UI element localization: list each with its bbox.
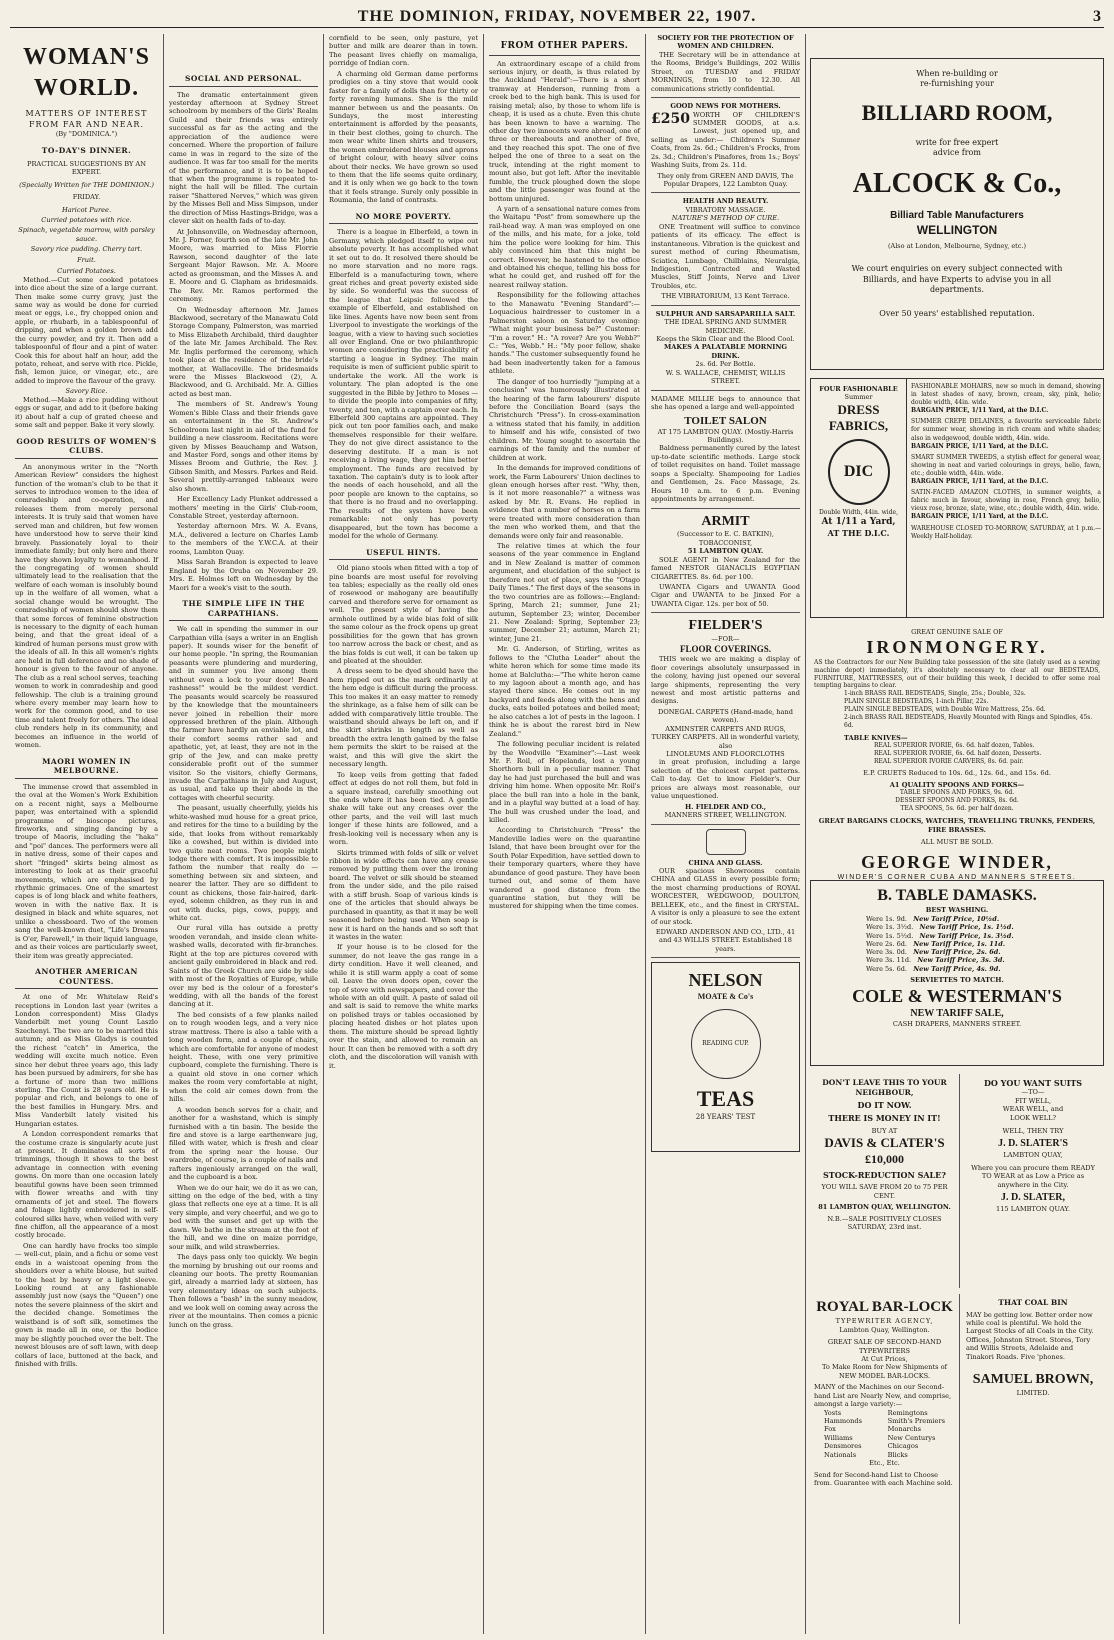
china-title: CHINA AND GLASS.: [688, 858, 763, 867]
millie-text: MADAME MILLIE begs to announce that she has opened a large and well-appointed: [651, 394, 800, 412]
dic-ad: [810, 378, 1104, 618]
iron-spoon-items: [814, 789, 1100, 813]
good-news-text: WORTH OF CHILDREN'S SUMMER GOODS, at a.s. Lowest, just opened up, and selling as under:— Children's Summer Coats, from 2s. 6d.; Children's Frocks, from 2s. 3d.; Children's Pinafores, from 1s.; Boys' Washing Suits, from 2s. 11d.: [651, 110, 800, 170]
billiard-ad: [810, 58, 1104, 370]
iron-items: [814, 690, 1100, 730]
no-poverty-text: There is a league in Elberfeld, a town in Germany, which pledged itself to wipe out absolute poverty. It has accomplished what it set out to do. It resolved there should be no more starvation and no more rags. Elberfeld is a manufacturing town, where great riches and great poverty existed side by side. So wonderful was the success of the league that Leipsic followed the example of Elberfeld, and established on like lines. Agents have now been sent from Liverpool to investigate the workings of the league, with a view to having such societies all over England. One or two philanthropic women are considering the practicability of starting a league in Sydney. The main requisite is men of sufficient public spirit to undertake the work. All the work is voluntary. The plan adopted is the one suggested in the Bible by Jethro to Moses — to divide the people into companies of fifty, twenty, and ten, with a captain over each. In Elberfeld 300 captains are appointed. They pick out ten poor families each, and make themselves responsible for their welfare. They do not give direct assistance to the deserving destitute. If a man is not receiving a living wage, they get him better employment. The funds are received by taxation. The captain's duty is to look after the needs of each household, and all the poor people are known to the captains, so that there is no fraud and no overlapping. The results of the system have been remarkable: not only has poverty disappeared, but the town has become a model for the whole of Germany.: [329, 228, 478, 541]
barlock-machines: [814, 1409, 955, 1460]
old-price: Were 3s. 0d.: [866, 948, 907, 957]
trophy-cup-icon: [691, 1009, 761, 1079]
carpathians-heading: THE SIMPLE LIFE IN THE CARPATHIANS.: [169, 599, 318, 621]
masthead-title: THE DOMINION, FRIDAY, NOVEMBER 22, 1907.: [357, 8, 757, 25]
armit-text-2: UWANTA Cigars and UWANTA Good Cigar and UWANTA to be Jinxed For a UWANTA Cigar. 12s. per box of 50.: [651, 583, 800, 608]
nelson-mid: MOATE & Co's: [697, 992, 754, 1002]
carpathians-text-5: A wooden bench serves for a chair, and another for a washstand, which is simply furnished with a tin basin. The beside the fire and stove is a large earthenware jug, filled with water, which is fresh and clear from the spring near the house. Our wardrobe, of course, is a couple of nails and rafters ingeniously arranged on the wall, and the cupboard is a box.: [169, 1105, 318, 1182]
recipe2-text: Method.—Make a rice pudding without eggs or sugar, and add to it (before baking it) about half a cup of grated cheese and some salt and pepper. Bake it very slowly.: [15, 395, 158, 430]
other-papers-text-2: A yarn of a sensational nature comes from the Waitapu "Post" from somewhere up the rail-head way. A man was employed on one of the mills, and his mate, for a joke, told him the police were looking for him. This ably convinced him that this might be correct. However, he hastened to the office and obtained his cheque, telling his boss for what he could get, and rushed off for the nearest railway station.: [489, 204, 640, 289]
sulphur-title: SULPHUR AND SARSAPARILLA SALT.: [655, 309, 796, 318]
column-2: [164, 34, 324, 1634]
nelson-top: NELSON: [688, 970, 763, 991]
clubs-text: An anonymous writer in the "North American Review" considers the highest function of the woman's club to be that it serves to introduce women to the idea of comradeship and co-operation, and releases them from merely personal interests. It is truly said that women have served man and children, but few women have understood how to serve their kind bravely. Passionately loyal to their immediate family; but only here and there have they shown loyalty to womanhood. If the congregating of women should ultimately lead to the realisation that the welfare of each woman is insolubly bound up in the welfare of all women, what a social change would be wrought. The comradeship of women should show them that some forces of feminine obstruction is necessary to the dignity of each human being, and that the great ideal of a kindred of human persons must grow with the ideals of all. In this all women's rights are held in full deference and no shade of honour is given to the favour of anyone. The club as a real school serves, teaching women to work in comradeship and good fellowship. The club is a training ground where every member may learn how to work for the common good, and to use time and talent freely for others. The ideal club renders help in its community, and becomes an influence in the world of women.: [15, 462, 158, 750]
iron-item: PLAIN SINGLE BEDSTEADS, with Double Wire Mattress, 25s. 6d.: [844, 706, 1046, 714]
iron-cruets: E.P. CRUETS Reduced to 10s. 6d., 12s. 6d., and 15s. 6d.: [863, 769, 1051, 778]
barlock-ad: [810, 1294, 960, 1624]
machine: Remingtons: [887, 1408, 928, 1417]
davis-line2: DO IT NOW.: [857, 1100, 912, 1111]
davis-line3: THERE IS MONEY IN IT!: [828, 1113, 941, 1124]
barlock-text-2: MANY of the Machines on our Second-hand List are Nearly New, and comprise, amongst a large variety:—: [814, 1383, 952, 1409]
other-papers-text-8: The following peculiar incident is related by the Woodville "Examiner":—Last week Mr. F. Roil, of Hopelands, lost a young Shorthorn bull in a peculiar manner. That day he had just purchased the bull and was driving him home. When opposite Mr. Roil's place the bull ran into a hole in the bank, and in a playful way butted at a load of hay. The bull was crushed under the load, and killed.: [489, 740, 640, 825]
dic-item: SUMMER CREPE DELAINES, a favourite serviceable fabric for summer wear, showing in rich cream and white shades; also in wedgewood, double width, 44in. wide.: [911, 418, 1101, 442]
barlock-text: To Make Room for New Shipments of NEW MODEL BAR-LOCKS.: [822, 1363, 947, 1380]
nelson-bottom: TEAS: [696, 1085, 755, 1111]
billiard-sub: Billiard Table Manufacturers: [890, 209, 1024, 221]
machine: Densmores: [824, 1442, 862, 1451]
other-papers-text-3: Responsibility for the following attaches to the Manawatu "Evening Standard":—Loquacious hairdresser to customer in a Palmerston saloon on Saturday evening: "What might your business be?" Customer: "I'm a rover." H.: "A rover? Are you Webb?" C.: "Yes, Webb." H.: "My poor fellow, shake hands." The customer subsequently found he had been inadvertently taken for a famous athlete.: [489, 291, 640, 376]
damasks-address: CASH DRAPERS, MANNERS STREET.: [892, 1020, 1022, 1029]
slater-line: FIT WELL,: [1014, 1096, 1052, 1105]
other-papers-text-5: In the demands for improved conditions of work, the Farm Labourers' Union declines to glean enough horses after rest. "Why, then, is it not more reasonable?" a witness was asked by Mr. R. Evans. He replied in evidence that a number of horses on a farm were treated with more consideration than the men who worked them, and that the demands were only fair and reasonable.: [489, 464, 640, 540]
sulphur-text: Keeps the Skin Clear and the Blood Cool.: [656, 335, 795, 343]
good-news-title: GOOD NEWS FOR MOTHERS.: [670, 102, 781, 111]
armit-title: ARMIT: [701, 513, 750, 529]
machine: Hammonds: [824, 1417, 863, 1425]
other-papers-heading: FROM OTHER PAPERS.: [489, 41, 640, 56]
social-text-7: Miss Sarah Brandon is expected to leave England by the Oruba on November 29. Mrs. E. Holmes left on Wednesday by the Maori for a week's visit to the south.: [169, 558, 318, 592]
society-text: THE Secretary will be in attendance at the Rooms, Bridge's Buildings, 202 Willis Street, on TUESDAY and FRIDAY MORNINGS, from 10 to 12.30. All communications strictly confidential.: [651, 50, 800, 93]
womans-world-title: WOMAN'S WORLD.: [23, 44, 150, 101]
iron-item: 1-inch BRASS RAIL BEDSTEADS, Single, 25s.; Double, 32s.: [844, 690, 1026, 698]
machines-right: [888, 1409, 945, 1460]
damasks-ad: [810, 880, 1104, 1066]
fielder-title: FIELDER'S: [688, 618, 763, 634]
slater-line: —TO—: [1021, 1088, 1045, 1097]
dic-left-title: FOUR FASHIONABLE: [819, 385, 898, 393]
damasks-title: B. TABLE DAMASKS.: [877, 887, 1037, 904]
davis-line1: DON'T LEAVE THIS TO YOUR NEIGHBOUR,: [822, 1078, 947, 1097]
damask-row: [866, 956, 1098, 964]
billiard-title: BILLIARD ROOM,: [861, 100, 1053, 126]
column-3: [324, 34, 484, 1634]
health-text: ONE Treatment will suffice to convince patients of its efficacy. The effect is instantaneous. Vibration is the quickest and surest method of curing Rheumatism, Sciatica, Lumbago, Chilblains, Neuralgia, Indigestion, Contracted and Wasted Muscles, Stiff Joints, Nerve and Liver Troubles, etc.: [651, 222, 800, 290]
iron-knife: REAL SUPERIOR IVORIE CARVERS, 8s. 6d. pair.: [874, 758, 1024, 766]
iron-knives: TABLE KNIVES—: [844, 733, 908, 742]
american-text-3: One can hardly have frocks too simple — well-cut, plain, and a fichu or some vest ends in a waistcoat opening from the shoulders over a white blouse, but suited to the heat by heavy or a light sleeve. Looking round at any fashionable assembly just now (says the "Queen") one notes the severe plainness of the skirt and the decided change. Sometimes the waistband is of soft silk, sometimes the gown is made all in one, or the bodice may be slightly pouched over the belt. The newest blouses are of soft lawn, with deep collars of lace, buttoned at the back, and finished with frills.: [15, 1241, 158, 1368]
damask-row: [866, 940, 1098, 948]
recipe2-title: Savory Rice.: [65, 387, 108, 396]
sulphur-slogan: MAKES A PALATABLE MORNING DRINK.: [663, 343, 788, 360]
iron-spoon: TEA SPOONS, 5s. 6d. per half dozen.: [900, 805, 1014, 813]
dic-left-big: DRESS FABRICS,: [828, 401, 889, 434]
other-papers-text-7: Mr. G. Anderson, of Stirling, writes as follows to the "Clutha Leader" about the white heron which for some time made its home at Balclutha:—"The white heron came to my lagoon about a month ago, and has stayed there since. He comes out in my backyard and feeds along with the hens and ducks, eats boiled potatoes and boiled meat; he also catches a lot of pests in the lagoon. I think he is about the rarest bird in New Zealand.": [489, 645, 640, 738]
old-price: Were 5s. 6d.: [866, 964, 907, 973]
sulphur-sub: THE IDEAL SPRING AND SUMMER MEDICINE.: [664, 318, 787, 335]
barlock-footer: Send for Second-hand List to Choose from. Guarantee with each Machine sold.: [814, 1470, 953, 1488]
machine: Smith's Premiers: [887, 1417, 945, 1425]
damask-row: [866, 932, 1098, 940]
machine: Chicagos: [887, 1442, 919, 1451]
coal-ad: [962, 1294, 1104, 1624]
damasks-sub: BEST WASHING.: [925, 906, 989, 915]
dic-item-price: BARGAIN PRICE, 1/11 Yard, at the D.I.C.: [911, 478, 1049, 486]
billiard-line2: re-furnishing your: [920, 79, 994, 89]
divider: [651, 824, 800, 825]
middle-intro: cornfield to be seen, only pasture, yet butter and milk are dearer than in town. The peasant lives chiefly on mamaliga, porridge of Indian corn.: [329, 34, 478, 68]
billiard-branches: (Also at London, Melbourne, Sydney, etc.): [887, 242, 1027, 251]
barlock-title: ROYAL BAR-LOCK: [816, 1299, 953, 1315]
social-text-4: The members of St. Andrew's Young Women's Bible Class and their friends gave an entertainment in the St. Andrew's Schoolroom last night in aid of the fund for building a new classroom. Recitations were given by Misses Beauchamp and Watson, and Master Ford, songs and other items by Misses Broom and Guthrie, the Rev. J. Gibson Smith, and Messrs. Parkes and Reid. Several prettily-arranged tableaux were also shown.: [169, 400, 318, 493]
old-price: Were 3s. 11d.: [866, 956, 912, 965]
coal-text: MAY be getting low. Better order now while coal is plentiful. We hold the Largest Stocks of all Coals in the City. Offices, Johnston Street. Stores, Tory and Willis Streets, Adelaide and Tinakori Roads. Five 'phones.: [966, 1310, 1094, 1361]
carpathians-text-6: When we do our hair, we do it as we can, sitting on the edge of the bed, with a tiny glass that reflects one eye at a time. It is all very simple, and very cheerful, and we go to bed with the sunset and get up with the dawn. We bathe in the stream at the foot of the hill, and we dine on maize porridge, sour milk, and wild strawberries.: [169, 1183, 318, 1251]
barlock-address: Lambton Quay, Wellington.: [839, 1325, 930, 1334]
iron-spoons: A1 QUALITY SPOONS AND FORKS—: [889, 780, 1025, 789]
machine: Monarchs: [887, 1425, 922, 1434]
dic-item: WAREHOUSE CLOSED TO-MORROW, SATURDAY, at 1 p.m.—Weekly Half-holiday.: [911, 524, 1101, 540]
fielder-text-2: in great profusion, including a large selection of the choicest carpet patterns. Call to-day. Get to know Fielder's. Our prices are always most reasonable, our value unquestioned.: [651, 758, 800, 801]
millie-address: AT 175 LAMBTON QUAY. (Mostly-Harris Buildings).: [657, 427, 794, 445]
china-cup-icon: [706, 829, 746, 855]
china-text: OUR spacious Showrooms contain CHINA and GLASS in every possible form; the most charming productions of ROYAL WORCESTER, WEDGWOOD, DOULTON, BELLEEK, etc., and the finest in CRYSTAL. A visitor is only a pleasure to see the extent of our stock.: [651, 866, 800, 926]
social-text-2: At Johnsonville, on Wednesday afternoon, Mr. J. Forner, fourth son of the late Mr. John Moore, was married to Miss Florrie Rawson, second daughter of the late Sergeant Major Rawson. Mr. A. Moore acted as groomsman, and the Misses A. and E. Moore and G. Clapham as bridesmaids. The Rev. Mr. Ramos performed the ceremony.: [169, 227, 318, 304]
billiard-footer: Over 50 years' established reputation.: [879, 309, 1035, 319]
new-price: New Tariff Price, 3s. 3d.: [917, 956, 1005, 965]
middle-text: A charming old German dame performs prodigies on a tiny stove that would cook faster for a family of dolls than for thirty or forty ravening humans. She is the mild manner between us and the peasants. On Sundays, the most interesting entertainment is afforded by the peasants, in their best clothes, going to church. The men wear white linen shirts and trousers, the women embroidered blouses and aprons of bright colour, with heavy silver coins about their necks. We have grown so used to them that the life seems quite ordinary, and it is only when we go back to the town that it feels strange. Surely only possible in Roumania, the land of contrasts.: [329, 69, 478, 205]
dic-price: At 1/11 a Yard,: [821, 516, 896, 527]
american-text-2: A London correspondent remarks that the costume craze is singularly acute just at present. It dominates all sorts of trimmings, though it shows to the best advantage in connection with evening gowns. On more than one occasion lately beautiful gowns have been seen trimmed with flower wreaths and with tiny ornaments of jet and steel. The flowers and foliage lightly embroidered in self-coloured silks have, when veiled with very fine chiffon, all the appearance of a most costly brocade.: [15, 1130, 158, 1240]
slater-title: DO YOU WANT SUITS: [983, 1078, 1083, 1088]
society-title: SOCIETY FOR THE PROTECTION OF WOMEN AND CHILDREN.: [657, 34, 794, 51]
maori-text: The immense crowd that assembled in the oval at the Women's Work Exhibition on a recent night, says a Melbourne paper, was entertained with a splendid programme of bioscope pictures, fireworks, and singing dancing by a troupe of Maoris, including the "haka" and "poi" dances. The performers were all in native dress, some of their capes and short "fringed" skirts being almost as interesting to look at as their graceful movements, which are emphasised by rhythmic grimaces. One of the smartest capes is of long black and white feathers, woven in with the native flax. It is designed in black and white squares, not unlike a chessboard. Two of the women sang the well-known duet, "Life's Dreams is O'er, Farewell," in their liquid language, and as their voices are particularly sweet, their item was greatly appreciated.: [15, 782, 158, 960]
billiard-line1: When re-building or: [916, 69, 998, 78]
iron-knife: REAL SUPERIOR IVORIE, 6s. 6d. half dozen, Desserts.: [874, 750, 1042, 758]
fielder-item: LINOLEUMS AND FLOORCLOTHS: [666, 750, 785, 759]
nelson-years: 28 YEARS' TEST: [695, 1112, 756, 1121]
womans-world-subtitle: MATTERS OF INTEREST FROM FAR AND NEAR.: [25, 109, 148, 129]
machine: Nationals: [824, 1450, 857, 1459]
dic-left-sub: Summer: [844, 393, 873, 402]
machine: Williams: [824, 1433, 853, 1442]
page-number: 3: [1093, 8, 1102, 25]
armit-address: 51 LAMBTON QUAY.: [687, 547, 764, 556]
useful-text-2: A dress seem to be dyed should have the hem ripped out as the mark ordinarily at the hem edge is difficult during the process. This too makes it an easy matter to remedy the shrinkage, as a false hem of silk can be added with comparatively little trouble. The waistband should always be left on, and if the skirt shrinks in length as well as breadth the extra length gained by the false hem permits the skirt to be raised at the waist, and this will give the skirt the necessary length.: [329, 667, 478, 769]
coal-title: THAT COAL BIN: [998, 1298, 1068, 1307]
social-text: The dramatic entertainment given yesterday afternoon at Sydney Street schoolroom by members of the Girls' Realm Guild and their friends was entirely successful as far as the acting and the appreciation of the audience were concerned. Where the proportion of failure came in was in regard to the size of the audience. It was far too small for the merits of the performance, and it is to be hoped that when the programme is repeated to-night the hall will be filled. The curtain raiser "Shattered Nerves," which was given by the Misses Bell and Miss Simpson, under the direction of Miss Hastings-Bridge, was a clever skit on health fads of to-day.: [169, 90, 318, 226]
useful-text-4: Skirts trimmed with folds of silk or velvet ribbon in wide effects can have any crease removed by putting them over the ironing board. The velvet or silk should be steamed from the under side, and the pile raised with a stiff brush. Soap of various kinds is one of the articles that should always be purchased in quantity, as that it may be well seasoned before being used. When soap is new it is hard on the hands and so soft that it wastes in the water.: [329, 848, 478, 941]
iron-title: IRONMONGERY.: [866, 637, 1048, 658]
good-news-footer: They only from GREEN AND DAVIS, The Popular Drapers, 122 Lambton Quay.: [657, 171, 794, 188]
davis-ad: [810, 1074, 960, 1288]
davis-note: N.B.—SALE POSITIVELY CLOSES SATURDAY, 23rd inst.: [827, 1214, 942, 1232]
dinner-menu: [15, 206, 158, 265]
other-papers-text: An extraordinary escape of a child from serious injury, or death, is thus related by the Auckland "Herald":—There is a short tramway at Henderson, running from a creek bed to the high bank. This is used for raising metal; also, by those to whom life is cheap, it is used as a chute. Even this chute has been known to have a warning. The other day two innocents were abroad, one of three or thereabouts and another of five, and they reached this spot. The one of five helped the one of three to a seat on the truck, intending at the right moment to mount also, but got left. After the inevitable fumble, the truck ploughed down the slope and the little passenger was found at the bottom uninjured.: [489, 59, 640, 203]
davis-save: YOU WILL SAVE FROM 20 to 75 PER CENT.: [821, 1183, 948, 1200]
ironmongery-ad: [810, 624, 1104, 881]
damasks-sale: NEW TARIFF SALE,: [910, 1007, 1004, 1019]
fielder-address: MANNERS STREET, WELLINGTON.: [664, 811, 787, 820]
machine: New Centurys: [887, 1433, 936, 1442]
menu-item: Savory rice pudding. Cherry tart.: [30, 245, 143, 254]
damask-row: [866, 923, 1098, 931]
dic-left-panel: [811, 379, 907, 617]
davis-buy: BUY AT: [871, 1126, 898, 1135]
health-title: HEALTH AND BEAUTY.: [682, 197, 769, 206]
iron-sold: ALL MUST BE SOLD.: [920, 838, 994, 847]
carpathians-text-7: The days pass only too quickly. We begin the morning by brushing out our rooms and cleaning our boots. The pretty Roumanian girl, already a married lady at sixteen, has very elementary ideas on such subjects. Then follows a "bash" in the sunny meadow, and we look well on coming away across the river at the mountains. Then comes a picnic lunch on the grass.: [169, 1253, 318, 1329]
damask-row: [866, 965, 1098, 973]
menu-item: Curried potatoes with rice.: [41, 216, 132, 224]
barlock-at: At Cut Prices,: [861, 1354, 908, 1363]
iron-knife: REAL SUPERIOR IVORIE, 6s. 6d. half dozen, Tables.: [874, 741, 1035, 749]
useful-hints-heading: USEFUL HINTS.: [329, 548, 478, 561]
no-poverty-heading: NO MORE POVERTY.: [329, 212, 478, 225]
damasks-name: COLE & WESTERMAN'S: [852, 985, 1062, 1006]
fielder-item: DONEGAL CARPETS (Hand-made, hand woven).: [658, 707, 793, 725]
slater-address-2: 115 LAMBTON QUAY.: [996, 1204, 1070, 1213]
divider: [651, 390, 800, 391]
dic-item: FASHIONABLE MOHAIRS, new so much in demand, showing in latest shades of navy, brown, cream, sky, pink, helio; double width, 44in. wide.: [911, 383, 1101, 407]
barlock-sale: GREAT SALE OF SECOND-HAND TYPEWRITERS: [827, 1338, 942, 1355]
new-price: New Tariff Price, 4s. 9d.: [913, 964, 1001, 973]
dic-width: Double Width, 44in. wide,: [818, 508, 898, 516]
machine: Fox: [824, 1425, 836, 1434]
billiard-city: WELLINGTON: [916, 222, 998, 237]
fielder-for: —FOR—: [711, 635, 740, 644]
dic-logo-text: DIC: [843, 462, 874, 480]
social-text-5: Her Excellency Lady Plunket addressed a mothers' meeting in the Girls' Club-room, Constable Street, yesterday afternoon.: [169, 495, 318, 521]
other-papers-text-4: The danger of too hurriedly "jumping at a conclusion" was humorously illustrated at the hearing of the farm labourers' dispute before the Conciliation Board (says the Christchurch "Press"). In cross-examination a witness stated that his family, in addition to himself and his wife, consisted of two children. Mr. Young sought to ascertain the earnings of the family and the number of children at work.: [489, 377, 640, 462]
slater-ad: [962, 1074, 1104, 1288]
divider: [651, 508, 800, 509]
barlock-sub: TYPEWRITER AGENCY,: [835, 1317, 934, 1326]
dic-items: [911, 383, 1101, 541]
davis-amount: £10,000: [865, 1151, 904, 1166]
other-papers-text-9: According to Christchurch "Press" the Mandeville ladies were on the quarantine Island, that have been brought over for the South Polar Expedition, have settled down to their temporary quarters, where they have abundance of good pasture. They have been turned out, and some of them have wandered a good distance from the quarantine station, but they will be mustered for shipping when the time comes.: [489, 826, 640, 911]
slater-then: WELL, THEN TRY: [1002, 1126, 1064, 1135]
new-price: New Tariff Price, 1s. 1½d.: [919, 923, 1014, 932]
health-sub: VIBRATORY MASSAGE.: [685, 205, 766, 214]
iron-knife-items: [814, 742, 1100, 766]
divider: [651, 97, 800, 98]
clubs-heading: GOOD RESULTS OF WOMEN'S CLUBS.: [15, 437, 158, 459]
column-1: [10, 34, 164, 1634]
dic-item: SATIN-FACED AMAZON CLOTHS, in summer weights, a fabric much in favour, showing in rose, French grey, helio, vieux rose, bronze, slate, wine, etc.; double width, 44in. wide.: [911, 489, 1101, 513]
old-price: Were 1s. 3½d.: [866, 923, 914, 932]
iron-item: PLAIN SINGLE BEDSTEADS, 1-inch Pillar, 22s.: [844, 698, 989, 706]
social-text-6: Yesterday afternoon Mrs. W. A. Evans, M.A., delivered a lecture on Charles Lamb to the members of the Y.W.C.A. at their rooms, Lambton Quay.: [169, 522, 318, 556]
machine: Yosts: [824, 1408, 842, 1417]
social-heading: SOCIAL AND PERSONAL.: [169, 74, 318, 87]
new-price: New Tariff Price, 1s. 11d.: [913, 939, 1006, 948]
carpathians-text-3: Our rural villa has outside a pretty wooden verandah, and inside clean white-washed walls, decorated with fir-branches. Right at the top are pictures covered with ancient gaily embroidered in black and red. Saints of the Greek Church are side by side with most of the Royalties of Europe, while over my bed is the colour of a forester's wedding, with all the bands of the forest dancing at it.: [169, 924, 318, 1009]
american-text: At one of Mr. Whitelaw Reid's receptions in London last year (writes a London correspondent) Miss Gladys Vanderbilt met young Count Laszlo Szechenyi. The two are to be married this autumn; and as Miss Gladys is counted the richest "catch" in America, the wedding will excite much notice. Even since her debut three years ago, this lady has been pursued by admirers, for she has a fortune of more than two millions sterling. The Count is 28 years old. He is popular and rich, and belongs to one of the best families in Hungary. Mrs. and Miss Vanderbilt lately visited his Hungarian estates.: [15, 993, 158, 1128]
column-4: [484, 34, 646, 1634]
old-price: Were 1s. 5½d.: [866, 931, 914, 940]
menu-item: Fruit.: [77, 255, 96, 264]
millie-title: TOILET SALON: [684, 414, 767, 427]
billiard-line3: write for free expert: [915, 137, 999, 147]
dinner-heading: TO-DAY'S DINNER.: [41, 146, 132, 156]
fielder-sub: FLOOR COVERINGS.: [679, 643, 771, 654]
carpathians-text: We call in spending the summer in our Carpathian villa (says a writer in an English paper). It sounds wiser for the benefit of our home people. "In spring, the Roumanian peasants were plundering and murdering, and in summer you live among them without even a lock to your door! Beard rashness!" would be the mildest verdict. The peasants would scarcely be reassured by the knowledge that the mountaineers never joined in rebellion their more oppressed brethren of the plain. Although the farmer have hardly an enviable lot, and their comfort seems rather sad and apathetic, yet, at least, they are not in the grip of the Jew, and can make pretty considerable profit out of the summer visitor. So the visitors, chiefly Germans, invade the Carpathians in July and August, as usual, and take up their abode in the cottages with cheerful security.: [169, 625, 318, 802]
slater-line: LOOK WELL?: [1009, 1113, 1057, 1122]
fielder-footer: H. FIELDER AND CO.,: [684, 802, 767, 811]
useful-text-5: If your house is to be closed for the summer, do not leave the gas range in a dirty condition. Have it well cleaned, and while it is still warm apply a coat of some oil. Leave the oven doors open, cover the top of stove with newspapers, and cover the whole with an old quilt. A paste of salad oil and salt is said to remove the white marks on polished trays or tables occasioned by placing heated dishes or hot plates upon them. The mixture should be spread lightly over the stain, and allowed to remain an hour. It can then be removed with a soft dry cloth, and the discoloration will vanish with it.: [329, 943, 478, 1070]
nelson-cup: READING CUP.: [702, 1039, 749, 1047]
useful-text-3: To keep veils from getting that faded effect at edges do not roll them, but fold in a square instead, carefully smoothing out the ends where it has been tied. A gentle shake will take out any creases over the other parts, and the veil will last much longer if these hints are followed, and a fresh-looking veil is necessary when any is worn.: [329, 770, 478, 847]
divider: [651, 192, 800, 193]
billiard-company: ALCOCK & Co.,: [852, 168, 1062, 200]
health-sub2: NATURE'S METHOD OF CURE.: [671, 214, 780, 223]
fielder-item: AXMINSTER CARPETS AND RUGS, TURKEY CARPETS. All in wonderful variety, also: [651, 724, 800, 750]
dinner-note: (Specially Written for THE DOMINION.): [19, 180, 154, 189]
sulphur-footer: W. S. WALLACE, CHEMIST, WILLIS STREET.: [665, 368, 786, 386]
other-papers-text-6: The relative times at which the four seasons of the year commence in England and in New Zealand is matter of common argument, and elucidation of the subject is therefore not out of place, says the "Otago Daily Times." The first days of the seasons in the two countries are as follows:—England: Spring, March 21; summer, June 21; autumn, September 23; winter, December 21. New Zealand: Spring, September 23; summer, December 21; autumn, March 21; winter, June 21.: [489, 542, 640, 643]
millie-text-2: Baldness permanently cured by the latest up-to-date scientific methods. Large stock of toilet requisites on hand. Toilet massage soaps a Specialty. Shampooing for Ladies and Gentlemen, 2s. Face Massage, 2s. Hours 10 a.m. to 6 p.m. Evening appointments by arrangement.: [651, 444, 800, 504]
new-price: New Tariff Price, 10½d.: [913, 914, 1000, 923]
carpathians-text-4: The bed consists of a few planks nailed on to rough wooden legs, and a very nice straw mattress. There is also a table with a long wooden form, and a couple of chairs, which are comfortable for anyone of modest height. These, with one very primitive cupboard, complete the furnishing. There is a quaint old stove in one corner which makes the room very comfortable at night, when the cold air comes down from the hills.: [169, 1010, 318, 1104]
slater-text: Where you can procure them READY TO WEAR at as Low a Price as anywhere in the City.: [971, 1163, 1095, 1189]
billiard-text: We court enquiries on every subject connected with Billiards, and have Experts to advise you in all departments.: [851, 264, 1063, 294]
armit-sub: (Successor to E. C. BATKIN), TOBACCONIST,: [677, 530, 774, 547]
good-news-price: £250: [651, 110, 690, 127]
health-footer: THE VIBRATORIUM, 13 Kent Terrace.: [661, 292, 790, 301]
iron-text: AS the Contractors for our New Building take possession of the site (lately used as a sewing machine depot) immediately, it's absolutely necessary to clear all our BEDSTEADS, FURNITURE, MATTRESSES, out of their building this week, I decided to offer some real tempting bargains to clear.: [814, 659, 1100, 690]
carpathians-text-2: The peasant, usually cheerfully, yields his white-washed mud house for a great price, and retires for the time to a building by the side, that looks from without remarkably like a cowshed, but within is divided into two quite neat rooms. Two people might lodge there with comfort. It is impossible to fathom the number that really do — something between six and sixteen, and nearer the latter. They are so diffident to count as chickens, those fair-haired, dark-eyed, solemn children, as they run in and out with ducks, pigs, cows, puppy, and white cat.: [169, 804, 318, 923]
divider: [651, 305, 800, 306]
armit-text: SOLE AGENT in New Zealand for the famed NESTOR GIANACLIS EGYPTIAN CIGARETTES. 8s. 6d. per 100.: [651, 555, 800, 581]
dinner-day: FRIDAY.: [72, 193, 101, 202]
old-price: Were 2s. 6d.: [866, 939, 907, 948]
column-5: [646, 34, 806, 1634]
dic-item-price: BARGAIN PRICE, 1/11 Yard, at the D.I.C.: [911, 407, 1049, 415]
dic-at: AT THE D.I.C.: [827, 528, 890, 539]
american-heading: ANOTHER AMERICAN COUNTESS.: [15, 967, 158, 989]
old-price: Were 1s. 9d.: [866, 914, 907, 923]
fielder-text: THIS week we are making a display of floor coverings absolutely unsurpassed in the colony, having just opened our several large shipments, representing the very newest and most artistic patterns and designs.: [651, 655, 800, 706]
dic-logo-icon: [828, 439, 890, 505]
dic-item-price: BARGAIN PRICE, 1/11 Yard, at the D.I.C.: [911, 513, 1049, 521]
new-price: New Tariff Price, 2s. 6d.: [913, 948, 1001, 957]
divider: [651, 957, 800, 958]
china-footer: EDWARD ANDERSON AND CO., LTD., 41 and 43 WILLIS STREET. Established 18 years.: [655, 928, 796, 953]
divider: [651, 612, 800, 613]
damasks-rows: [816, 915, 1098, 973]
menu-item: Haricot Puree.: [61, 205, 112, 214]
machine: Blicks: [887, 1450, 908, 1459]
davis-address: 81 LAMBTON QUAY, WELLINGTON.: [818, 1203, 951, 1212]
slater-line: WEAR WELL, and: [1002, 1105, 1064, 1114]
davis-sale: STOCK-REDUCTION SALE?: [823, 1170, 946, 1181]
iron-sub: GREAT GENUINE SALE OF: [911, 628, 1003, 636]
dic-item-price: BARGAIN PRICE, 1/11 Yard, at the D.I.C.: [911, 442, 1049, 450]
iron-spoon: DESSERT SPOONS AND FORKS, 8s. 6d.: [895, 797, 1019, 805]
iron-item: 2-inch BRASS RAIL BEDSTEADS, Heavily Mounted with Rings and Spindles, 45s. 6d.: [844, 714, 1093, 730]
damasks-serviettes: SERVIETTES TO MATCH.: [910, 976, 1004, 985]
new-price: New Tariff Price, 1s. 3½d.: [919, 931, 1014, 940]
billiard-line4: advice from: [933, 147, 981, 157]
coal-name: SAMUEL BROWN,: [972, 1372, 1094, 1388]
nelson-tea-ad: [651, 962, 800, 1152]
menu-item: Spinach, vegetable marrow, with parsley sauce.: [18, 226, 155, 243]
dinner-subhead: PRACTICAL SUGGESTIONS BY AN EXPERT.: [27, 159, 146, 177]
dic-item: SMART SUMMER TWEEDS, a stylish effect for general wear, showing in neat and varied colourings in greys, helio, fawn, etc.; double width, 44in. wide.: [911, 453, 1101, 477]
slater-name-2: J. D. SLATER,: [1001, 1191, 1065, 1203]
recipe1-text: Method.—Cut some cooked potatoes into dice about the size of a large currant. Then make some curry gravy, just the same way as would be done for curried meat or eggs, i.e., fry chopped onion and apple, or rhubarb, in a tablespoonful of dripping, and when a golden brown add the curry powder, and fry it. Then add a tablespoonful of flour and a pint of water. Cook this for about half an hour, add the potato, reheat, and serve with rice. Pickle, fish, lemon juice, or vinegar, etc., are added to improve the flavour of the gravy.: [15, 275, 158, 385]
iron-address: WINDER'S CORNER CUBA AND MANNERS STREETS.: [837, 873, 1077, 881]
slater-name: J. D. SLATER'S: [998, 1138, 1068, 1150]
iron-name: GEORGE WINDER,: [861, 851, 1053, 872]
iron-bargains: GREAT BARGAINS CLOCKS, WATCHES, TRAVELLING TRUNKS, FENDERS, FIRE BRASSES.: [818, 817, 1096, 834]
machines-left: [824, 1409, 862, 1460]
slater-address: LAMBTON QUAY,: [1003, 1151, 1063, 1160]
social-text-3: On Wednesday afternoon Mr. James Blackwood, secretary of the Manawatu Cold Storage Company, Palmerston, was married to Miss Elizabeth Archibald, third daughter of the late Mr. James Archibald. The Rev. Mr. Inglis performed the ceremony, which took place at the residence of the bride's mother, at Wallaceville. The bridesmaids were the Misses Blackwood (2), A. Blackwood, and G. Archibald. Mr. A. Gillies acted as best man.: [169, 305, 318, 398]
coal-ltd: LIMITED.: [1016, 1389, 1050, 1398]
maori-heading: MAORI WOMEN IN MELBOURNE.: [15, 757, 158, 779]
byline: (By "DOMINICA."): [55, 129, 118, 138]
sulphur-price: 2s. 6d. Per Bottle.: [695, 360, 756, 369]
damask-row: [866, 915, 1098, 923]
recipe1-title: Curried Potatoes.: [57, 267, 116, 276]
barlock-etc: Etc., Etc.: [869, 1459, 900, 1468]
masthead: [10, 6, 1104, 28]
davis-name: DAVIS & CLATER'S: [824, 1135, 945, 1151]
damask-row: [866, 948, 1098, 956]
iron-spoon: TABLE SPOONS AND FORKS, 9s. 6d.: [899, 789, 1015, 797]
useful-text: Old piano stools when fitted with a top of pine boards are most useful for revolving tea tables; especially as the really old ones of rosewood or mahogany are beautifully carved and therefore serve for ornament as well. The present style of having the armhole outlined by a wide bias fold of silk the same colour as the frock opens up great possibilities for the gown that has grown too narrow across the back or chest, and as the bias folds is cut well, it can be taken up and pleated at the shoulder.: [329, 564, 478, 665]
